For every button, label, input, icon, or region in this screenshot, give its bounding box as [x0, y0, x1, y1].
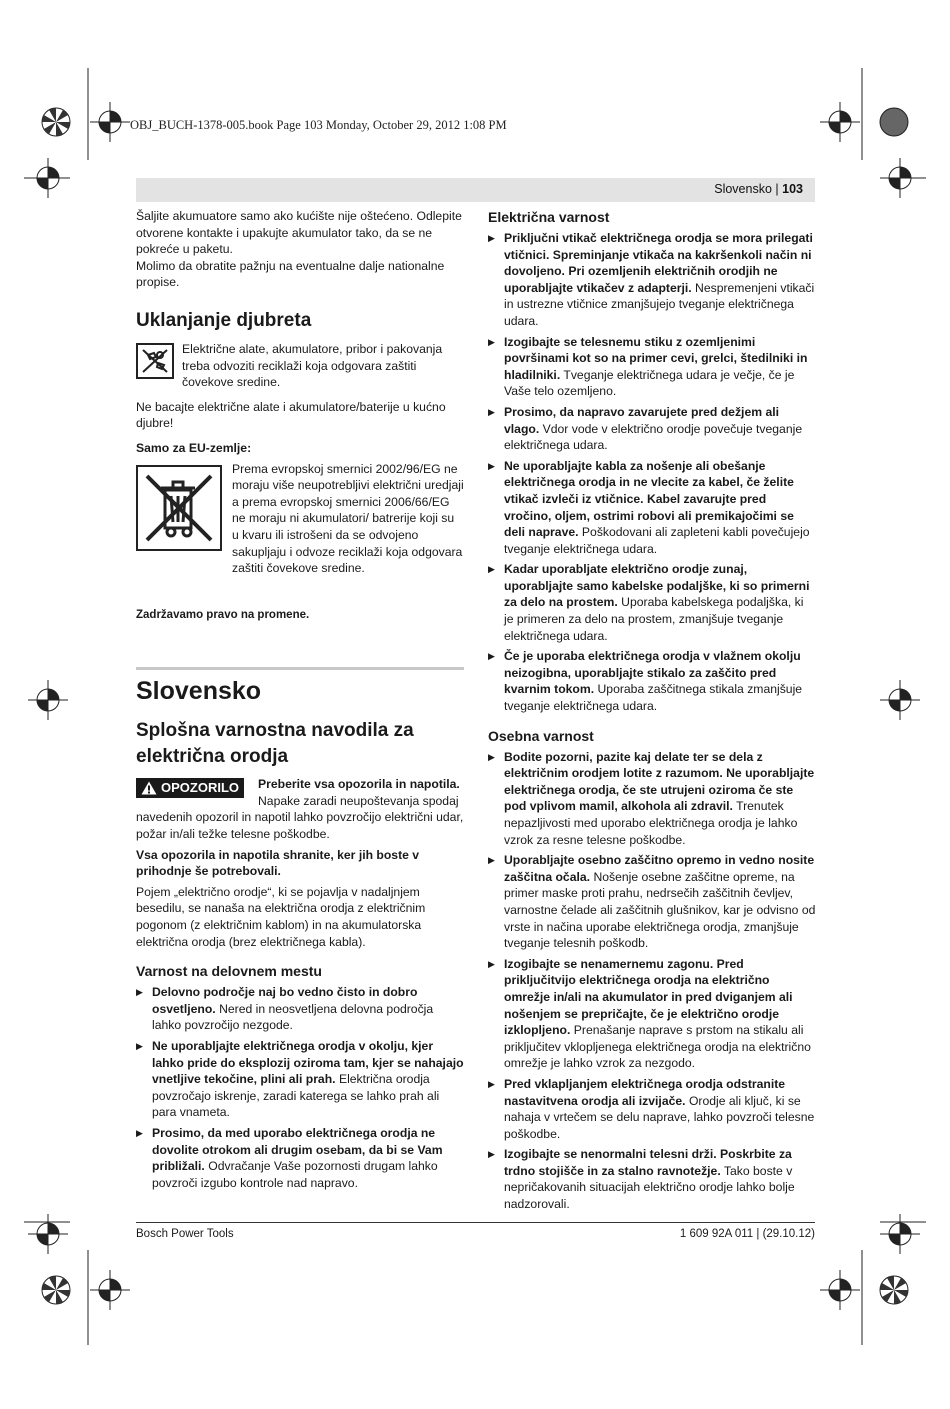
header-language: Slovensko — [714, 182, 772, 196]
list-item: ▶ Delovno področje naj bo vedno čisto in dobro osvetljeno. Nered in neosvetljena delovna področja lahko povzročijo nezgode. — [136, 984, 464, 1034]
workplace-list — [136, 984, 464, 1191]
header-separator: | — [775, 182, 779, 196]
recycle-tools-icon — [136, 343, 174, 379]
personal-safety-heading: Osebna varnost — [488, 727, 594, 744]
warning-triangle-icon — [141, 781, 157, 795]
disposal-row — [136, 341, 464, 391]
list-item: ▶ Prosimo, da napravo zavarujete pred dežjem ali vlago. Vdor vode v električno orodje povečuje tveganje električnega udara. — [488, 404, 816, 454]
right-column — [488, 208, 816, 1217]
header-text — [714, 182, 803, 196]
workplace-heading: Varnost na delovnem mestu — [136, 963, 322, 980]
disposal-text: Električne alate, akumulatore, pribor i pakovanja treba odvoziti reciklaži koja odgovara zaštiti čovekove sredine. — [182, 341, 443, 390]
footer-rule — [136, 1222, 815, 1223]
electrical-list — [488, 230, 816, 715]
page-header — [136, 178, 815, 202]
section-title: Slovensko — [136, 677, 262, 706]
disposal-heading: Uklanjanje djubreta — [136, 309, 312, 331]
footer-doc-number: 1 609 92A 011 | (29.10.12) — [679, 1228, 815, 1240]
left-column — [136, 208, 464, 1195]
household-waste-warning: Ne bacajte električne alate i akumulatore/baterije u kućno djubre! — [136, 399, 446, 431]
list-item: ▶ Ne uporabljajte električnega orodja v okolju, kjer lahko pride do eksplozij oziroma tam, kjer se nahajajo vnetljive tekočine, plini ali prah. Električna orodja povzročajo iskrenje, zaradi katerega se lahko prah ali para vnameta. — [136, 1038, 464, 1121]
warning-label: OPOZORILO — [161, 779, 239, 795]
list-item: ▶ Priključni vtikač električnega orodja se mora prilegati vtičnici. Spreminjanje vtikača na kakršenkoli način ni dovoljeno. Pri ozemljenih električnih orodjih ne uporabljajte vtikačev z adapterji. Nespremenjeni vtikači in ustrezne vtičnice zmanjšujejo tveganje električnega udara. — [488, 230, 816, 330]
warning-text: Napake zaradi neupoštevanja spodaj navedenih opozoril in napotil lahko povzročijo električni udar, požar in/ali težke telesne poškodbe. — [136, 793, 464, 842]
list-item: ▶ Uporabljajte osebno zaščitno opremo in vedno nosite zaščitna očala. Nošenje osebne zaščitne opreme, na primer maske proti prahu, nedrsečih zaščitnih čevljev, varnostne čelade ali zaščitnih glušnikov, kar je odvisno od vrste in načina uporabe električnega orodja, zmanjšuje tveganje telesnih poškodb. — [488, 852, 816, 952]
general-safety-heading: Splošna varnostna navodila za električna orodja — [136, 720, 414, 768]
list-item: ▶ Izogibajte se telesnemu stiku z ozemljenimi površinami kot so na primer cevi, grelci, štedilniki in hladilniki. Tveganje električnega udara je večje, če je Vaše telo ozemljeno. — [488, 334, 816, 400]
eu-row — [136, 461, 464, 577]
warning-badge — [136, 778, 244, 798]
list-item: ▶ Izogibajte se nenormalni telesni drži. Poskrbite za trdno stojišče in za stalno ravnotežje. Tako boste v nepričakovanih situacijah električno orodje lahko bolje nadzorovali. — [488, 1146, 816, 1212]
section-divider — [136, 667, 464, 706]
print-info: OBJ_BUCH-1378-005.book Page 103 Monday, October 29, 2012 1:08 PM — [130, 118, 507, 132]
keep-instructions: Vsa opozorila in napotila shranite, ker jih boste v prihodnje še potrebovali. — [136, 847, 420, 879]
electrical-safety-heading: Električna varnost — [488, 209, 610, 225]
crossed-bin-icon — [136, 465, 222, 551]
warning-block — [136, 776, 464, 842]
list-item: ▶ Ne uporabljajte kabla za nošenje ali obešanje električnega orodja in ne vlecite za kabel, če želite vtikač izvleči iz vtičnice. Kabel zavarujte pred vročino, oljem, ostrimi robovi ali premikajočimi se deli naprave. Poškodovani ali zapleteni kabli povečujejo tveganje električnega udara. — [488, 458, 816, 558]
national-regulations-note: Molimo da obratite pažnju na eventualne dalje nationalne propise. — [136, 258, 445, 290]
footer-brand: Bosch Power Tools — [136, 1228, 234, 1240]
eu-directive-text: Prema evropskoj smernici 2002/96/EG ne moraju više neupotrebljivi električni uredjaji a prema evropskoj smernici 2006/66/EG ne moraju ni akumulatori/ batrerije koji su u kvaru ili istrošeni da se odvojeno sakupljaju i odvoze reciklaži koja odgovara zaštiti čovekove sredine. — [232, 461, 464, 576]
list-item: ▶ Kadar uporabljate električno orodje zunaj, uporabljajte samo kabelske podaljške, ki so primerni za delo na prostem. Uporaba kabelskega podaljška, ki je primeren za delo na prostem, zmanjšuje tveganje električnega udara. — [488, 561, 816, 644]
list-item: ▶ Prosimo, da med uporabo električnega orodja ne dovolite otrokom ali drugim osebam, da bi se Vam približali. Odvračanje Vaše pozornosti drugam lahko povzroči izgubo kontrole nad napravo. — [136, 1125, 464, 1191]
list-item: ▶ Izogibajte se nenamernemu zagonu. Pred priključitvijo električnega orodja na električno omrežje in/ali na akumulator in pred dviganjem ali nošenjem se prepričajte, če je električno orodje izklopljeno. Prenašanje naprave s prstom na stikalu ali priključitev vklopljenega električnega orodja na električno omrežje je lahko vzrok za nezgodo. — [488, 956, 816, 1072]
warning-bold: Preberite vsa opozorila in napotila. — [258, 777, 460, 792]
reserve-rights: Zadržavamo pravo na promene. — [136, 608, 310, 621]
eu-heading: Samo za EU-zemlje: — [136, 440, 252, 455]
shipping-note: Šaljite akumuatore samo ako kućište nije oštećeno. Odlepite otvorene kontakte i upakujte akumulator tako, da se ne pokreće u paketu. — [136, 209, 462, 257]
term-definition: Pojem „električno orodje“, ki se pojavlja v nadaljnjem besedilu, se nanaša na električna orodja z električnim pogonom (z električnim kablom) in na akumulatorska električna orodja (brez električnega kabla). — [136, 884, 426, 949]
list-item: ▶ Če je uporaba električnega orodja v vlažnem okolju neizogibna, uporabljajte stikalo za zaščito pred kvarnim tokom. Uporaba zaščitnega stikala zmanjšuje tveganje električnega udara. — [488, 648, 816, 714]
list-item: ▶ Pred vklapljanjem električnega orodja odstranite nastavitvena orodja ali izvijače. Orodje ali ključ, ki se nahaja v vrtečem se delu naprave, lahko povzroči telesne poškodbe. — [488, 1076, 816, 1142]
personal-list — [488, 749, 816, 1213]
page-number: 103 — [782, 182, 803, 196]
list-item: ▶ Bodite pozorni, pazite kaj delate ter se dela z električnim orodjem lotite z razumom. Ne uporabljajte električnega orodja, če ste utrujeni oziroma če ste pod vplivom mamil, alkohola ali zdravil. Trenutek nepazljivosti med uporabo električnega orodja je lahko vzrok za resne telesne poškodbe. — [488, 749, 816, 849]
